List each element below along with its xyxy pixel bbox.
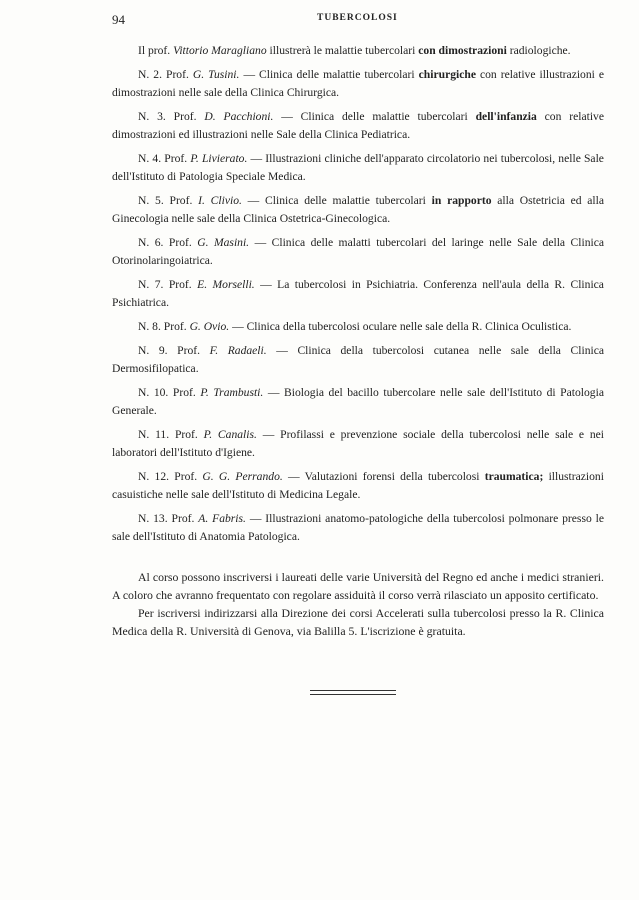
- entry-text: Clinica della tubercolosi cutanea nelle sale della Clinica Dermosifilopatica.: [112, 344, 605, 375]
- entry-number: N. 13.: [138, 512, 168, 525]
- entry-number: N. 4.: [138, 152, 162, 165]
- entry-text: La tubercolosi in Psichiatria. Conferenza nell'aula della R. Clinica Psichiatrica.: [112, 278, 604, 309]
- entry-text: illustrerà le malattie tubercolari: [269, 44, 416, 57]
- entry-number: N. 5.: [138, 194, 164, 207]
- course-entry: [112, 384, 604, 420]
- entry-professor-name: A. Fabris.: [198, 512, 246, 525]
- entry-text: Clinica delle malattie tubercolari: [300, 110, 468, 123]
- entry-professor-name: P. Canalis.: [203, 428, 257, 441]
- entry-prof: Prof.: [168, 236, 192, 249]
- entry-emphasis: chirurgiche: [418, 68, 476, 81]
- entry-rest: radiologiche.: [509, 44, 571, 57]
- entry-separator: —: [276, 344, 288, 357]
- entry-emphasis: in rapporto: [431, 194, 492, 207]
- entry-prof: Il prof.: [138, 44, 171, 57]
- entry-prof: Prof.: [177, 344, 201, 357]
- entry-text: Valutazioni forensi della tubercolosi: [304, 470, 480, 483]
- course-entry: [112, 318, 604, 336]
- entry-separator: —: [267, 386, 280, 399]
- entry-text: Illustrazioni anatomo-patologiche della tubercolosi polmonare presso le sale dell'Istituto di Anatomia Patologica.: [112, 512, 604, 543]
- course-entry: [112, 150, 604, 186]
- entry-rest: con relative dimostrazioni ed illustrazioni nelle Sale della Clinica Pediatrica.: [112, 110, 604, 141]
- entry-professor-name: F. Radaeli.: [209, 344, 267, 357]
- page-header: [112, 12, 612, 28]
- entry-prof: Prof.: [174, 470, 198, 483]
- notes-section: [112, 568, 604, 640]
- course-entry: [112, 234, 604, 270]
- entry-emphasis: con dimostrazioni: [418, 44, 507, 57]
- entry-separator: —: [250, 152, 263, 165]
- entry-text: Illustrazioni cliniche dell'apparato circolatorio nei tubercolosi, nelle Sale dell'Istituto di Patologia Speciale Medica.: [112, 152, 604, 183]
- registration-note: Per iscriversi indirizzarsi alla Direzione dei corsi Accelerati sulla tubercolosi presso la R. Clinica Medica della R. Università di Genova, via Balilla 5. L'iscrizione è gratuita.: [112, 606, 604, 638]
- entry-separator: —: [288, 470, 300, 483]
- entry-separator: —: [262, 428, 275, 441]
- entry-professor-name: G. G. Perrando.: [202, 470, 283, 483]
- entry-number: N. 2.: [138, 68, 162, 81]
- enrollment-note: Al corso possono inscriversi i laureati delle varie Università del Regno ed anche i medici stranieri. A coloro che avranno frequentato con regolare assiduità il corso verrà rilasciato un apposito certificato.: [112, 570, 604, 602]
- course-entry: [112, 66, 604, 102]
- entry-prof: Prof.: [166, 68, 189, 81]
- course-entry: [112, 108, 604, 144]
- entry-number: N. 8.: [138, 320, 161, 333]
- entry-professor-name: E. Morselli.: [197, 278, 255, 291]
- entry-professor-name: G. Tusini.: [192, 68, 240, 81]
- entry-text: Clinica delle malatti tubercolari del laringe nelle Sale della Clinica Otorinolaringoiatrica.: [112, 236, 605, 267]
- entry-emphasis: dell'infanzia: [475, 110, 537, 123]
- entry-prof: Prof.: [174, 428, 198, 441]
- entry-professor-name: I. Clivio.: [198, 194, 242, 207]
- course-entry: [112, 42, 604, 60]
- entry-separator: —: [249, 512, 262, 525]
- entry-separator: —: [281, 110, 293, 123]
- entry-professor-name: P. Livierato.: [190, 152, 248, 165]
- entry-number: N. 6.: [138, 236, 164, 249]
- entry-separator: —: [232, 320, 244, 333]
- entry-professor-name: P. Trambusti.: [200, 386, 264, 399]
- entry-number: N. 11.: [138, 428, 170, 441]
- course-entry: [112, 426, 604, 462]
- entry-separator: —: [254, 236, 267, 249]
- entry-text: Biologia del bacillo tubercolare nelle sale dell'Istituto di Patologia Generale.: [112, 386, 604, 417]
- course-list: [112, 42, 604, 640]
- entry-rest: con relative illustrazioni e dimostrazioni nelle sale della Clinica Chirurgica.: [112, 68, 605, 99]
- course-entry: [112, 510, 604, 546]
- entry-professor-name: D. Pacchioni.: [204, 110, 274, 123]
- entry-professor-name: G. Masini.: [197, 236, 250, 249]
- running-title: TUBERCOLOSI: [317, 13, 398, 23]
- entry-text: Clinica delle malattie tubercolari: [265, 194, 426, 207]
- entry-separator: —: [243, 68, 256, 81]
- page-number: 94: [112, 12, 125, 27]
- entry-prof: Prof.: [172, 386, 196, 399]
- entry-prof: Prof.: [171, 512, 195, 525]
- entry-text: Clinica delle malattie tubercolari: [259, 68, 415, 81]
- entry-professor-name: Vittorio Maragliano: [173, 44, 267, 57]
- entry-number: N. 12.: [138, 470, 170, 483]
- entry-list: [112, 42, 604, 546]
- entry-professor-name: G. Ovio.: [189, 320, 230, 333]
- entry-prof: Prof.: [169, 194, 193, 207]
- entry-number: N. 9.: [138, 344, 168, 357]
- entry-prof: Prof.: [168, 278, 192, 291]
- entry-rest: illustrazioni casuistiche nelle sale dell'Istituto di Medicina Legale.: [112, 470, 604, 501]
- course-entry: [112, 276, 604, 312]
- course-entry: [112, 342, 604, 378]
- entry-text: Clinica della tubercolosi oculare nelle sale della R. Clinica Oculistica.: [246, 320, 572, 333]
- course-entry: [112, 192, 604, 228]
- entry-number: N. 7.: [138, 278, 164, 291]
- closing-rule-bottom: [310, 694, 396, 695]
- entry-separator: —: [260, 278, 272, 291]
- entry-number: N. 3.: [138, 110, 166, 123]
- closing-rule-top: [310, 690, 396, 691]
- entry-prof: Prof.: [164, 152, 188, 165]
- entry-emphasis: traumatica;: [484, 470, 544, 483]
- entry-prof: Prof.: [163, 320, 187, 333]
- entry-separator: —: [247, 194, 260, 207]
- entry-prof: Prof.: [173, 110, 197, 123]
- entry-rest: alla Ostetricia ed alla Ginecologia nelle sale della Clinica Ostetrica-Ginecologica.: [112, 194, 605, 225]
- course-entry: [112, 468, 604, 504]
- entry-number: N. 10.: [138, 386, 169, 399]
- entry-text: Profilassi e prevenzione sociale della tubercolosi nelle sale e nei laboratori dell'Istituto d'Igiene.: [112, 428, 605, 459]
